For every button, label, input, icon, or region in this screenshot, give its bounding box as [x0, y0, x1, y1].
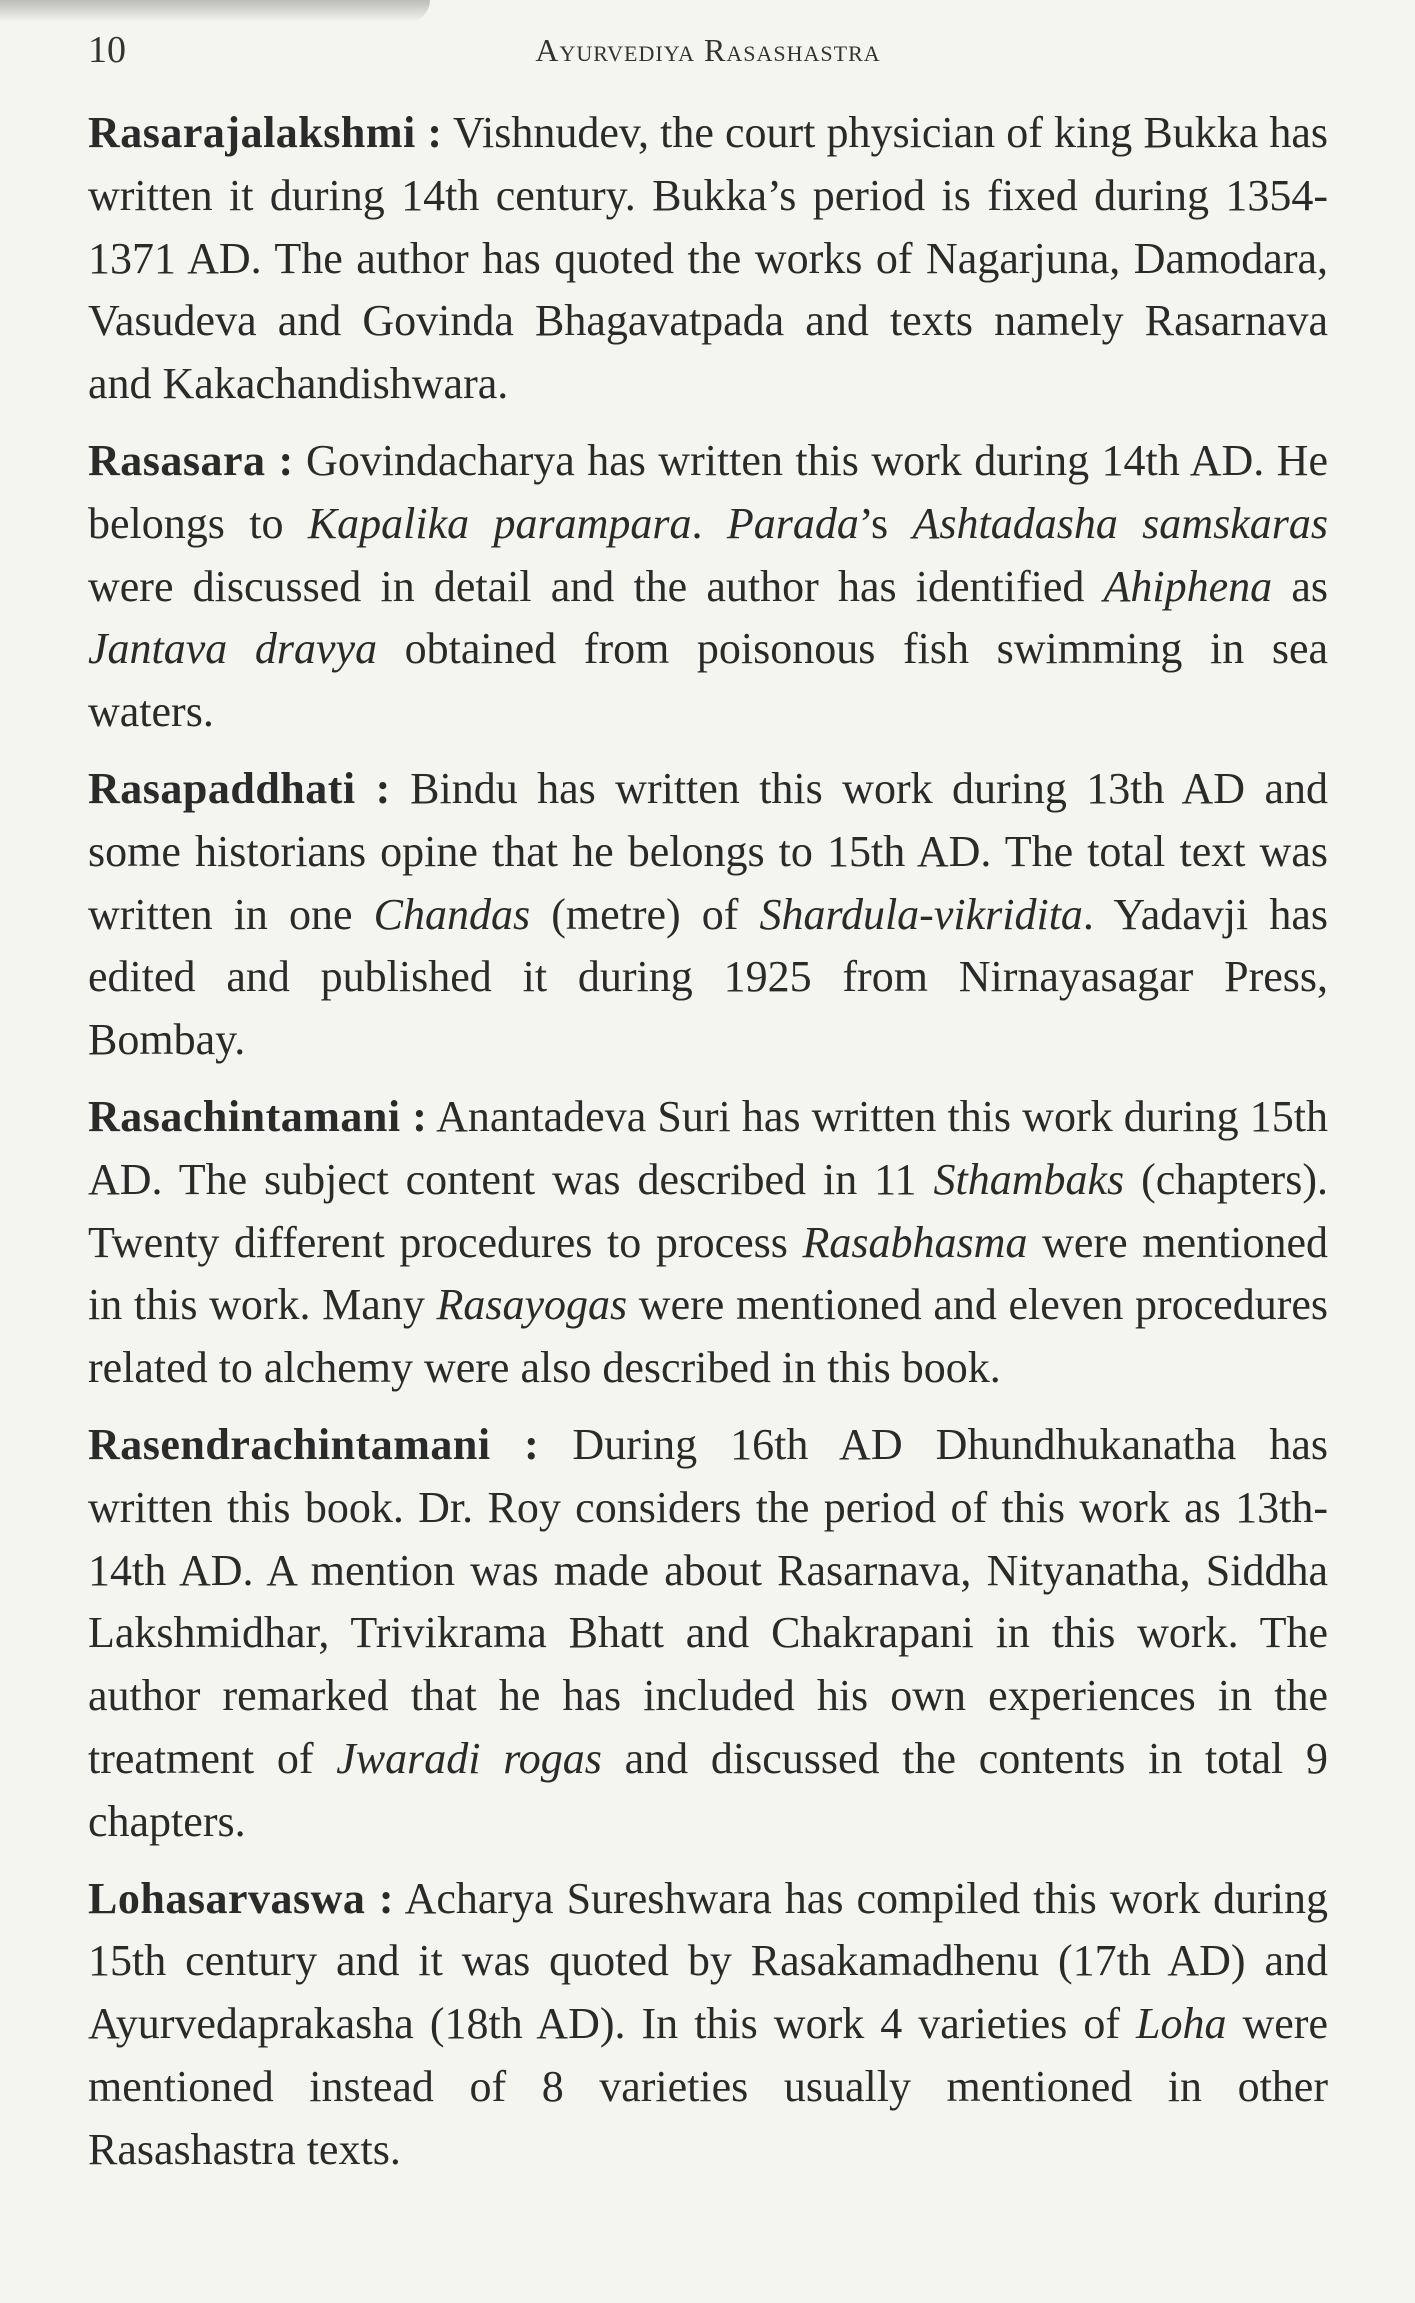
entry-term: Rasasara :: [88, 435, 294, 485]
entry-term: Lohasarvaswa :: [88, 1873, 395, 1923]
entry-text: .: [691, 498, 727, 548]
italic-term: Loha: [1136, 1999, 1227, 2049]
italic-term: Jwaradi rogas: [336, 1733, 602, 1783]
scan-edge-shadow: [0, 0, 430, 22]
italic-term: Jantava dravya: [88, 624, 378, 674]
entry-text: (chapters). Twenty different procedures to process: [88, 1154, 1328, 1267]
entry-text: Acharya Sureshwara has compiled this work during 15th century and it was quoted by Rasakamadhenu (17th AD) and Ayurvedaprakasha (18th AD). In this work 4 varieties of: [88, 1873, 1328, 2049]
entry-rasasara: [88, 430, 1328, 744]
entry-text: were mentioned in this work. Many: [88, 1217, 1329, 1330]
italic-term: Shardula-vikridita: [759, 889, 1083, 939]
entry-rasarajalakshmi: [88, 102, 1328, 416]
entry-text: ’s: [858, 498, 913, 548]
italic-term: Rasayogas: [436, 1280, 628, 1330]
running-title: Ayurvediya Rasashastra: [535, 32, 881, 68]
entry-text: During 16th AD Dhundhukanatha has written this book. Dr. Roy considers the period of this work as 13th-14th AD. A mention was made about Rasarnava, Nityanatha, Siddha Lakshmidhar, Trivikrama Bhatt and Chakrapani in this work. The author remarked that he has included his own experiences in the treatment of: [88, 1419, 1329, 1783]
page-body: [88, 102, 1328, 2196]
entry-term: Rasarajalakshmi :: [88, 108, 443, 157]
entry-lohasarvaswa: [88, 1868, 1328, 2182]
entry-term: Rasachintamani :: [88, 1091, 428, 1141]
italic-term: Sthambaks: [933, 1154, 1125, 1204]
entry-rasapaddhati: [88, 758, 1328, 1072]
entry-rasachintamani: [88, 1086, 1328, 1400]
page-number: 10: [88, 29, 126, 71]
entry-text: obtained from poisonous fish swimming in sea waters.: [88, 624, 1328, 737]
entry-text: as: [1272, 561, 1329, 611]
entry-text: Anantadeva Suri has written this work during 15th AD. The subject content was described in 11: [88, 1091, 1329, 1204]
entry-text: were mentioned instead of 8 varieties usually mentioned in other Rasashastra texts.: [88, 1999, 1328, 2174]
page-header: [88, 28, 1328, 78]
entry-text: were discussed in detail and the author has identified: [88, 561, 1104, 611]
italic-term: Ahiphena: [1103, 561, 1273, 611]
entry-text: were mentioned and eleven procedures related to alchemy were also described in this book.: [88, 1280, 1328, 1393]
entry-text: and discussed the contents in total 9 chapters.: [88, 1733, 1328, 1846]
entry-text: . Yadavji has edited and published it during 1925 from Nirnayasagar Press, Bombay.: [88, 889, 1328, 1065]
italic-term: Kapalika parampara: [307, 498, 692, 548]
entry-rasendrachintamani: [88, 1414, 1328, 1854]
italic-term: Ashtadasha samskaras: [912, 498, 1328, 548]
entry-term: Rasapaddhati :: [88, 763, 391, 813]
entry-text: Bindu has written this work during 13th AD and some historians opine that he belongs to 15th AD. The total text was written in one: [88, 763, 1328, 939]
italic-term: Rasabhasma: [802, 1217, 1028, 1267]
entry-term: Rasendrachintamani :: [88, 1419, 540, 1469]
entry-text: Vishnudev, the court physician of king Bukka has written it during 14th century. Bukka’s period is fixed during 1354-1371 AD. The author has quoted the works of Nagarjuna, Damodara, Vasudeva and Govinda Bhagavatpada and texts namely Rasarnava and Kakachandishwara.: [88, 108, 1328, 409]
italic-term: Chandas: [373, 889, 531, 939]
entry-text: (metre) of: [530, 889, 760, 939]
entry-text: Govindacharya has written this work during 14th AD. He belongs to: [88, 435, 1328, 548]
italic-term: Parada: [726, 498, 859, 548]
